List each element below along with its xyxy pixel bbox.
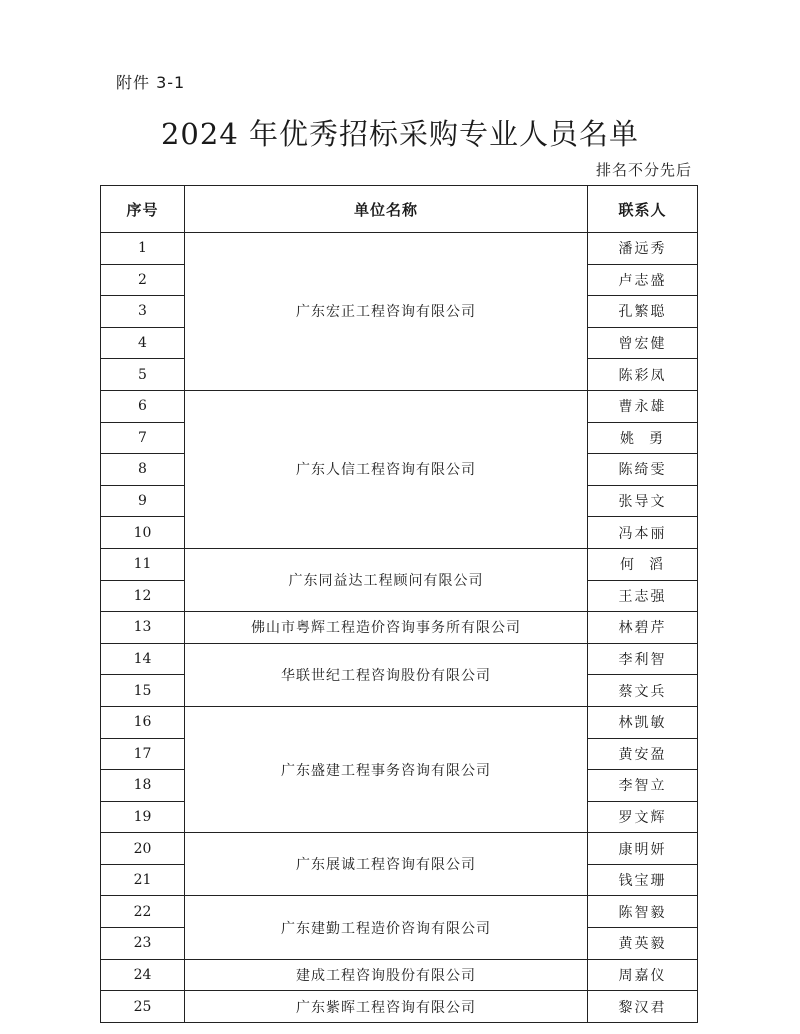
contact-name: 蔡文兵 bbox=[588, 675, 698, 707]
contact-name: 李利智 bbox=[588, 643, 698, 675]
document-title: 2024 年优秀招标采购专业人员名单 bbox=[160, 117, 640, 151]
contact-name: 罗文辉 bbox=[588, 801, 698, 833]
row-number: 21 bbox=[101, 864, 185, 896]
row-number: 24 bbox=[101, 959, 185, 991]
row-number: 17 bbox=[101, 738, 185, 770]
contact-name: 陈智毅 bbox=[588, 896, 698, 928]
row-number: 11 bbox=[101, 548, 185, 580]
roster-body bbox=[101, 233, 698, 1023]
contact-name: 曾宏健 bbox=[588, 327, 698, 359]
row-number: 4 bbox=[101, 327, 185, 359]
unit-name: 佛山市粤辉工程造价咨询事务所有限公司 bbox=[185, 612, 588, 644]
contact-name: 张导文 bbox=[588, 485, 698, 517]
row-number: 23 bbox=[101, 928, 185, 960]
table-header-row bbox=[101, 186, 698, 233]
contact-name: 周嘉仪 bbox=[588, 959, 698, 991]
row-number: 3 bbox=[101, 296, 185, 328]
table-row bbox=[101, 833, 698, 865]
row-number: 20 bbox=[101, 833, 185, 865]
row-number: 16 bbox=[101, 706, 185, 738]
contact-name: 李智立 bbox=[588, 770, 698, 802]
contact-name: 陈绮雯 bbox=[588, 454, 698, 486]
unit-name: 广东人信工程咨询有限公司 bbox=[185, 390, 588, 548]
table-row bbox=[101, 548, 698, 580]
table-row bbox=[101, 991, 698, 1023]
row-number: 25 bbox=[101, 991, 185, 1023]
row-number: 13 bbox=[101, 612, 185, 644]
roster-table bbox=[100, 185, 698, 1023]
contact-name: 潘远秀 bbox=[588, 233, 698, 265]
row-number: 12 bbox=[101, 580, 185, 612]
row-number: 1 bbox=[101, 233, 185, 265]
row-number: 6 bbox=[101, 390, 185, 422]
unit-name: 广东展诚工程咨询有限公司 bbox=[185, 833, 588, 896]
row-number: 2 bbox=[101, 264, 185, 296]
row-number: 8 bbox=[101, 454, 185, 486]
contact-name: 林碧芹 bbox=[588, 612, 698, 644]
contact-name: 黎汉君 bbox=[588, 991, 698, 1023]
contact-name: 卢志盛 bbox=[588, 264, 698, 296]
header-contact: 联系人 bbox=[588, 186, 698, 233]
table-row bbox=[101, 390, 698, 422]
table-row bbox=[101, 706, 698, 738]
contact-name: 林凯敏 bbox=[588, 706, 698, 738]
header-unit: 单位名称 bbox=[185, 186, 588, 233]
contact-name: 康明妍 bbox=[588, 833, 698, 865]
table-row bbox=[101, 233, 698, 265]
table-row bbox=[101, 643, 698, 675]
row-number: 10 bbox=[101, 517, 185, 549]
table-row bbox=[101, 612, 698, 644]
ranking-note: 排名不分先后 bbox=[595, 161, 692, 179]
contact-name: 曹永雄 bbox=[588, 390, 698, 422]
row-number: 5 bbox=[101, 359, 185, 391]
unit-name: 广东同益达工程顾问有限公司 bbox=[185, 548, 588, 611]
contact-name: 陈彩凤 bbox=[588, 359, 698, 391]
unit-name: 广东盛建工程事务咨询有限公司 bbox=[185, 706, 588, 832]
header-number: 序号 bbox=[101, 186, 185, 233]
row-number: 19 bbox=[101, 801, 185, 833]
contact-name: 黄英毅 bbox=[588, 928, 698, 960]
contact-name: 孔繁聪 bbox=[588, 296, 698, 328]
contact-name: 黄安盈 bbox=[588, 738, 698, 770]
unit-name: 广东紫晖工程咨询有限公司 bbox=[185, 991, 588, 1023]
unit-name: 华联世纪工程咨询股份有限公司 bbox=[185, 643, 588, 706]
contact-name: 钱宝珊 bbox=[588, 864, 698, 896]
unit-name: 建成工程咨询股份有限公司 bbox=[185, 959, 588, 991]
contact-name: 何 滔 bbox=[588, 548, 698, 580]
row-number: 18 bbox=[101, 770, 185, 802]
row-number: 22 bbox=[101, 896, 185, 928]
row-number: 9 bbox=[101, 485, 185, 517]
table-row bbox=[101, 896, 698, 928]
row-number: 14 bbox=[101, 643, 185, 675]
contact-name: 王志强 bbox=[588, 580, 698, 612]
row-number: 7 bbox=[101, 422, 185, 454]
row-number: 15 bbox=[101, 675, 185, 707]
table-row bbox=[101, 959, 698, 991]
unit-name: 广东建勤工程造价咨询有限公司 bbox=[185, 896, 588, 959]
contact-name: 姚 勇 bbox=[588, 422, 698, 454]
annex-label: 附件 3-1 bbox=[116, 73, 186, 92]
unit-name: 广东宏正工程咨询有限公司 bbox=[185, 233, 588, 391]
contact-name: 冯本丽 bbox=[588, 517, 698, 549]
